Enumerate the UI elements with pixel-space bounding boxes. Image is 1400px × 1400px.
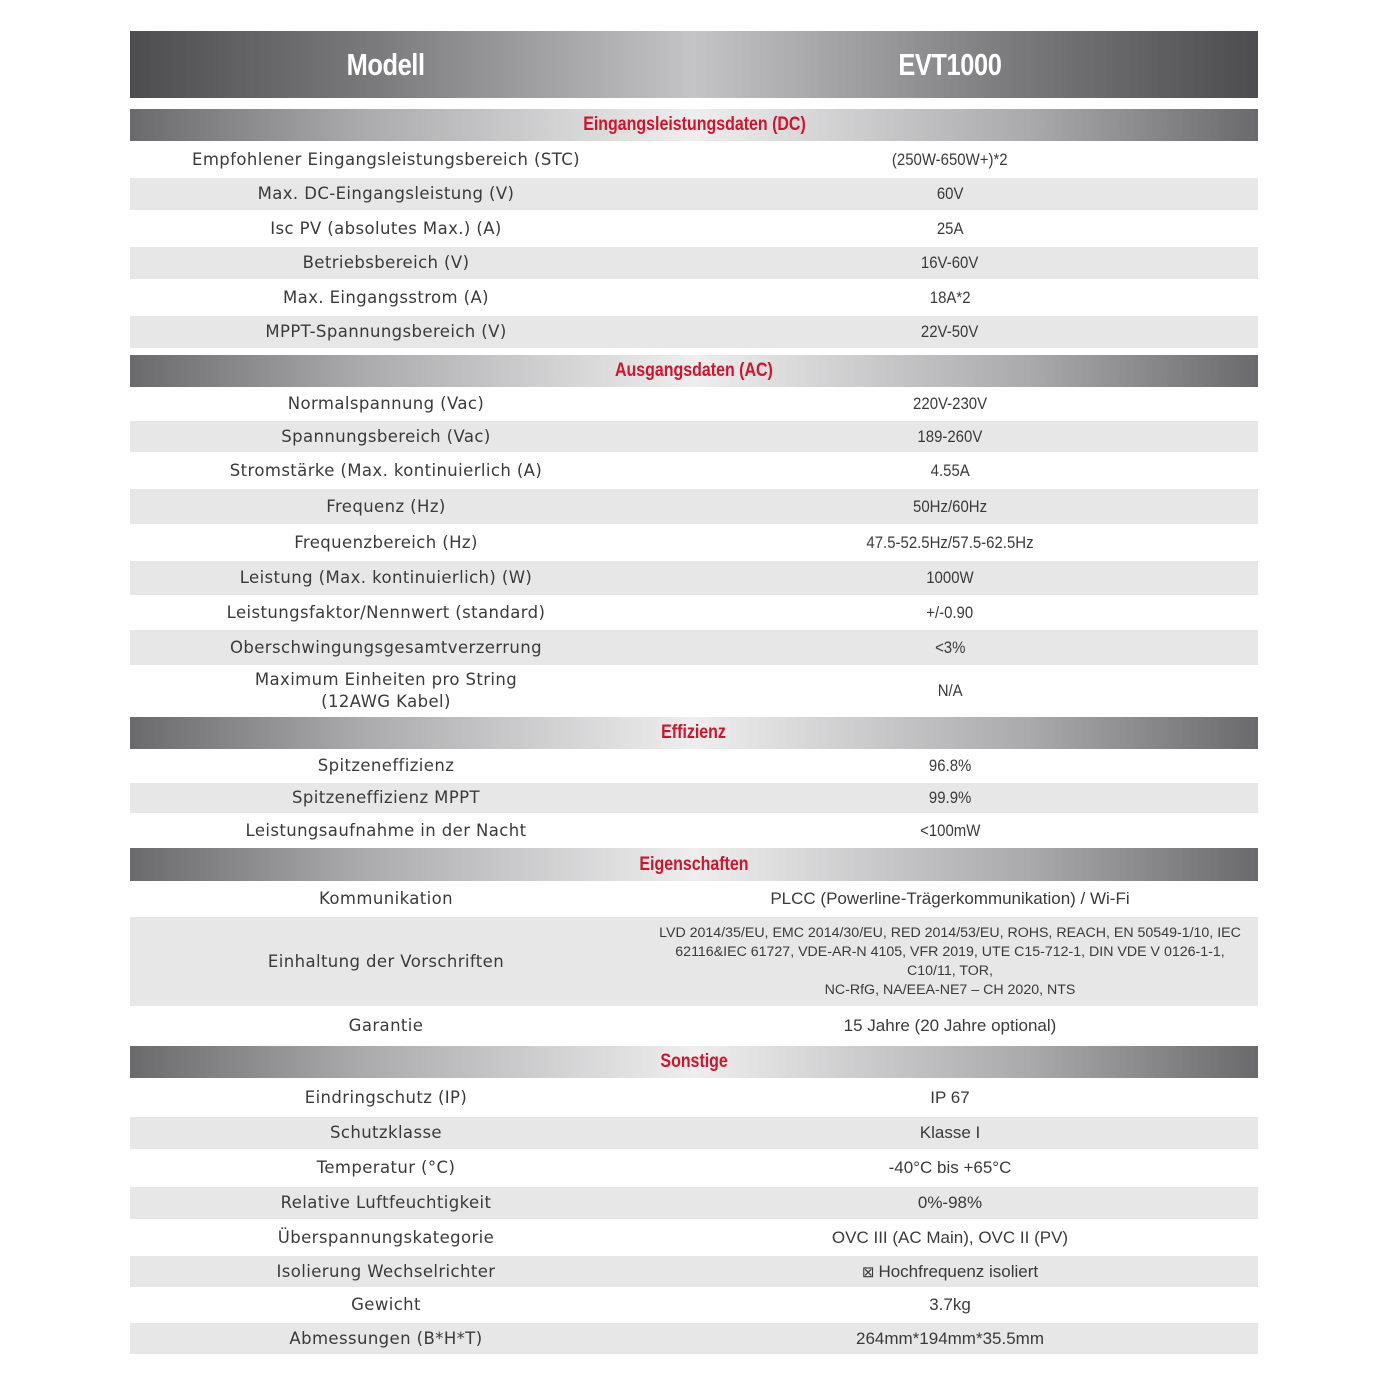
table-row: [130, 316, 1258, 348]
row-value: OVC III (AC Main), OVC II (PV): [831, 1227, 1069, 1247]
table-row: [130, 665, 1258, 717]
boxed-x-icon: ⊠: [861, 1263, 875, 1281]
row-value: 47.5-52.5Hz/57.5-62.5Hz: [866, 532, 1034, 552]
row-value: <3%: [934, 637, 966, 657]
table-row: [130, 1117, 1258, 1149]
row-value: (250W-650W+)*2: [892, 149, 1008, 169]
row-label: Garantie: [348, 1016, 424, 1035]
row-value: 15 Jahre (20 Jahre optional): [843, 1016, 1057, 1035]
row-value: Klasse I: [919, 1123, 981, 1142]
table-row: [130, 524, 1258, 561]
row-label: Abmessungen (B*H*T): [289, 1328, 483, 1348]
row-label: Max. DC-Eingangsleistung (V): [257, 184, 515, 203]
table-row: [130, 489, 1258, 524]
row-value: 99.9%: [928, 788, 972, 807]
row-value-text: Hochfrequenz isoliert: [878, 1261, 1039, 1281]
section-header-ac: [130, 355, 1258, 387]
row-value: 50Hz/60Hz: [912, 496, 988, 516]
row-label: Maximum Einheiten pro String (12AWG Kabel): [254, 670, 518, 711]
row-label: Temperatur (°C): [316, 1158, 456, 1177]
row-label: Spitzeneffizienz MPPT: [292, 788, 480, 807]
row-value: IP 67: [930, 1087, 970, 1107]
row-value: 4.55A: [930, 460, 970, 480]
section-title: Eingangsleistungsdaten (DC): [582, 114, 806, 135]
table-row: [130, 630, 1258, 665]
row-label: Relative Luftfeuchtigkeit: [280, 1193, 492, 1212]
table-row: [130, 1149, 1258, 1187]
table-row: [130, 210, 1258, 247]
table-row: [130, 178, 1258, 210]
row-value: <100mW: [919, 820, 981, 840]
row-label: Oberschwingungsgesamtverzerrung: [230, 637, 542, 657]
row-value: 3.7kg: [929, 1295, 971, 1314]
row-label: Leistungsaufnahme in der Nacht: [245, 820, 527, 840]
row-label: Leistung (Max. kontinuierlich) (W): [239, 568, 533, 587]
table-row: [130, 1287, 1258, 1323]
table-row: [130, 783, 1258, 813]
table-row: [130, 561, 1258, 595]
row-label: Empfohlener Eingangsleistungsbereich (STC): [192, 149, 580, 169]
table-row: [130, 421, 1258, 452]
row-label: Spitzeneffizienz: [317, 756, 455, 775]
row-value: 264mm*194mm*35.5mm: [855, 1328, 1044, 1348]
table-row: [130, 881, 1258, 917]
section-title: Eigenschaften: [639, 853, 749, 875]
table-row: [130, 1219, 1258, 1256]
row-value: 25A: [936, 218, 964, 238]
row-value: PLCC (Powerline-Trägerkommunikation) / Wi-Fi: [770, 889, 1130, 908]
compliance-line: 62116&IEC 61727, VDE-AR-N 4105, VFR 2019, UTE C15-712-1, DIN VDE V 0126-1-1, C10/11, TOR,: [675, 943, 1225, 979]
compliance-line: NC-RfG, NA/EEA-NE7 – CH 2020, NTS: [824, 981, 1076, 998]
row-label: Frequenzbereich (Hz): [294, 532, 478, 552]
row-label: Kommunikation: [319, 889, 453, 908]
row-value: 189-260V: [917, 426, 983, 446]
row-value: 22V-50V: [921, 322, 979, 341]
row-label: Max. Eingangsstrom (A): [282, 287, 490, 307]
table-row: [130, 1256, 1258, 1287]
header-model-value: EVT1000: [898, 46, 1002, 82]
row-label: Überspannungskategorie: [277, 1227, 495, 1247]
section-header-features: [130, 848, 1258, 881]
row-value: 0%-98%: [917, 1193, 983, 1212]
row-value: -40°C bis +65°C: [888, 1158, 1012, 1177]
row-label: Isc PV (absolutes Max.) (A): [270, 218, 502, 238]
section-header-dc: [130, 109, 1258, 141]
row-value: 18A*2: [929, 287, 971, 307]
row-label: Spannungsbereich (Vac): [281, 426, 491, 446]
row-value: 1000W: [926, 568, 974, 587]
row-value: 96.8%: [928, 756, 972, 775]
row-label: Einhaltung der Vorschriften: [267, 951, 505, 971]
table-row: [130, 1187, 1258, 1219]
section-header-efficiency: [130, 717, 1258, 749]
row-label: Normalspannung (Vac): [287, 394, 485, 413]
table-row: [130, 452, 1258, 489]
section-title: Effizienz: [661, 722, 727, 743]
table-row: [130, 279, 1258, 316]
row-label: MPPT-Spannungsbereich (V): [265, 322, 507, 341]
row-value: +/-0.90: [926, 602, 974, 622]
row-value: 16V-60V: [921, 253, 979, 272]
row-value: [642, 1256, 1258, 1287]
table-row: [130, 749, 1258, 783]
row-label: Stromstärke (Max. kontinuierlich (A): [229, 460, 543, 480]
table-row: [130, 387, 1258, 421]
row-label: Eindringschutz (IP): [304, 1087, 468, 1107]
table-row: [130, 1006, 1258, 1046]
header-model-label: Modell: [346, 46, 426, 82]
row-label: Isolierung Wechselrichter: [276, 1261, 496, 1281]
row-label: Betriebsbereich (V): [302, 253, 470, 272]
section-title: Sonstige: [660, 1051, 728, 1072]
table-row: [130, 917, 1258, 1006]
row-label: Gewicht: [351, 1295, 421, 1314]
table-row: [130, 141, 1258, 178]
row-label: Frequenz (Hz): [326, 496, 446, 516]
table-row: [130, 247, 1258, 279]
row-label: Leistungsfaktor/Nennwert (standard): [226, 602, 546, 622]
row-value: 220V-230V: [912, 394, 988, 413]
table-row: [130, 1323, 1258, 1354]
table-header: [130, 31, 1258, 98]
compliance-line: LVD 2014/35/EU, EMC 2014/30/EU, RED 2014/53/EU, ROHS, REACH, EN 50549-1/10, IEC: [659, 924, 1241, 941]
section-header-other: [130, 1046, 1258, 1078]
table-row: [130, 813, 1258, 848]
table-row: [130, 1078, 1258, 1117]
row-value: [642, 917, 1258, 1006]
table-row: [130, 595, 1258, 630]
row-label: Schutzklasse: [330, 1123, 442, 1142]
row-value: N/A: [937, 681, 963, 700]
section-title: Ausgangsdaten (AC): [615, 360, 773, 381]
row-value: 60V: [936, 184, 964, 203]
